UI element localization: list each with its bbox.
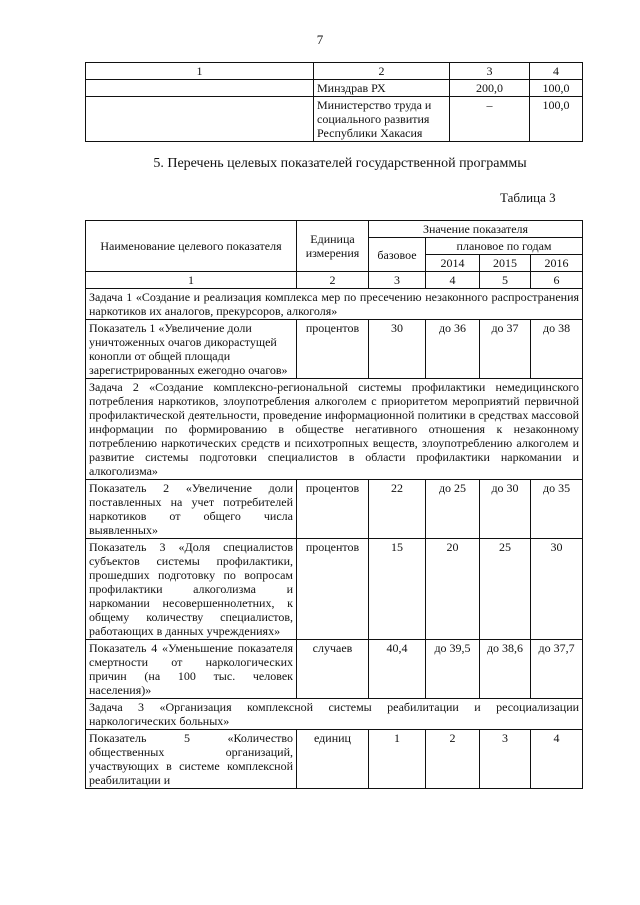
indicator-2015: 25 [480, 539, 531, 640]
header-name: Наименование целевого показателя [86, 221, 297, 272]
col-number-cell: 4 [426, 272, 480, 289]
section-title: 5. Перечень целевых показателей государственной программы [153, 156, 527, 171]
indicator-base: 30 [369, 320, 426, 379]
header-row [86, 221, 583, 238]
value-cell: – [450, 97, 530, 142]
indicator-2015: 3 [480, 730, 531, 789]
indicator-2015: до 37 [480, 320, 531, 379]
task-row [86, 379, 583, 480]
header-value-group: Значение показателя [369, 221, 583, 238]
indicator-2015: до 38,6 [480, 640, 531, 699]
indicator-2014: 20 [426, 539, 480, 640]
col-number-cell: 1 [86, 63, 314, 80]
indicator-2014: до 25 [426, 480, 480, 539]
task-row [86, 699, 583, 730]
indicator-2016: до 35 [531, 480, 583, 539]
value-cell: 100,0 [530, 97, 583, 142]
indicators-table [85, 220, 583, 789]
indicator-row [86, 480, 583, 539]
indicator-2016: до 38 [531, 320, 583, 379]
header-planned: плановое по годам [426, 238, 583, 255]
indicator-2014: до 39,5 [426, 640, 480, 699]
indicator-name: Показатель 5 «Количество общественных организаций, участвующих в системе комплексной реабилитации и [86, 730, 297, 789]
col-number-cell: 3 [369, 272, 426, 289]
table-label: Таблица 3 [500, 190, 556, 205]
indicator-unit: случаев [297, 640, 369, 699]
indicator-2016: 30 [531, 539, 583, 640]
indicator-base: 1 [369, 730, 426, 789]
value-cell: 100,0 [530, 80, 583, 97]
col-number-cell: 3 [450, 63, 530, 80]
empty-cell [86, 80, 314, 97]
header-base: базовое [369, 238, 426, 272]
value-cell: 200,0 [450, 80, 530, 97]
indicator-unit: единиц [297, 730, 369, 789]
indicator-unit: процентов [297, 539, 369, 640]
task-3: Задача 3 «Организация комплексной системы реабилитации и ресоциализации наркологических больных» [86, 699, 583, 730]
empty-cell [86, 97, 314, 142]
header-unit: Единица измерения [297, 221, 369, 272]
col-number-cell: 1 [86, 272, 297, 289]
indicator-name: Показатель 2 «Увеличение доли поставленных на учет потребителей наркотиков от общего числа выявленных» [86, 480, 297, 539]
header-year-2016: 2016 [531, 255, 583, 272]
col-number-cell: 6 [531, 272, 583, 289]
indicator-row [86, 320, 583, 379]
col-number-cell: 4 [530, 63, 583, 80]
organization-cell: Министерство труда и социального развития Республики Хакасия [314, 97, 450, 142]
indicator-2015: до 30 [480, 480, 531, 539]
col-number-cell: 2 [314, 63, 450, 80]
col-number-cell: 5 [480, 272, 531, 289]
indicator-2014: до 36 [426, 320, 480, 379]
indicator-name: Показатель 4 «Уменьшение показателя смертности от наркологических причин (на 100 тыс. человек населения)» [86, 640, 297, 699]
indicator-unit: процентов [297, 320, 369, 379]
table-row [86, 97, 583, 142]
indicator-name: Показатель 3 «Доля специалистов субъектов системы профилактики, прошедших подготовку по вопросам профилактики алкоголизма и наркомании несовершеннолетних, к общему количеству специалистов, работающих в данных учреждениях» [86, 539, 297, 640]
indicator-unit: процентов [297, 480, 369, 539]
task-row [86, 289, 583, 320]
indicator-row [86, 640, 583, 699]
indicator-row [86, 539, 583, 640]
indicator-base: 15 [369, 539, 426, 640]
table-row [86, 80, 583, 97]
task-2: Задача 2 «Создание комплексно-региональной системы профилактики немедицинского потребления наркотиков, злоупотребления алкоголем с приоритетом мероприятий первичной профилактической деятельности, проведение информационной политики в средствах массовой информации по формированию в обществе негативного отношения к незаконному потреблению наркотических средств и психотропных веществ, злоупотреблению алкоголем и развитие системы подготовки специалистов в области профилактики наркомании и алкоголизма» [86, 379, 583, 480]
indicator-base: 40,4 [369, 640, 426, 699]
indicator-base: 22 [369, 480, 426, 539]
col-number-cell: 2 [297, 272, 369, 289]
table-row [86, 63, 583, 80]
indicator-2016: 4 [531, 730, 583, 789]
indicator-2014: 2 [426, 730, 480, 789]
indicator-name: Показатель 1 «Увеличение доли уничтоженных очагов дикорастущей конопли от общей площади зарегистрированных ежегодно очагов» [86, 320, 297, 379]
task-1: Задача 1 «Создание и реализация комплекса мер по пресечению незаконного распространения наркотиков их аналогов, прекурсоров, алкоголя» [86, 289, 583, 320]
organization-cell: Минздрав РХ [314, 80, 450, 97]
header-year-2015: 2015 [480, 255, 531, 272]
indicator-row [86, 730, 583, 789]
top-table [85, 62, 583, 142]
indicator-2016: до 37,7 [531, 640, 583, 699]
column-number-row [86, 272, 583, 289]
header-year-2014: 2014 [426, 255, 480, 272]
page-number: 7 [316, 32, 324, 47]
